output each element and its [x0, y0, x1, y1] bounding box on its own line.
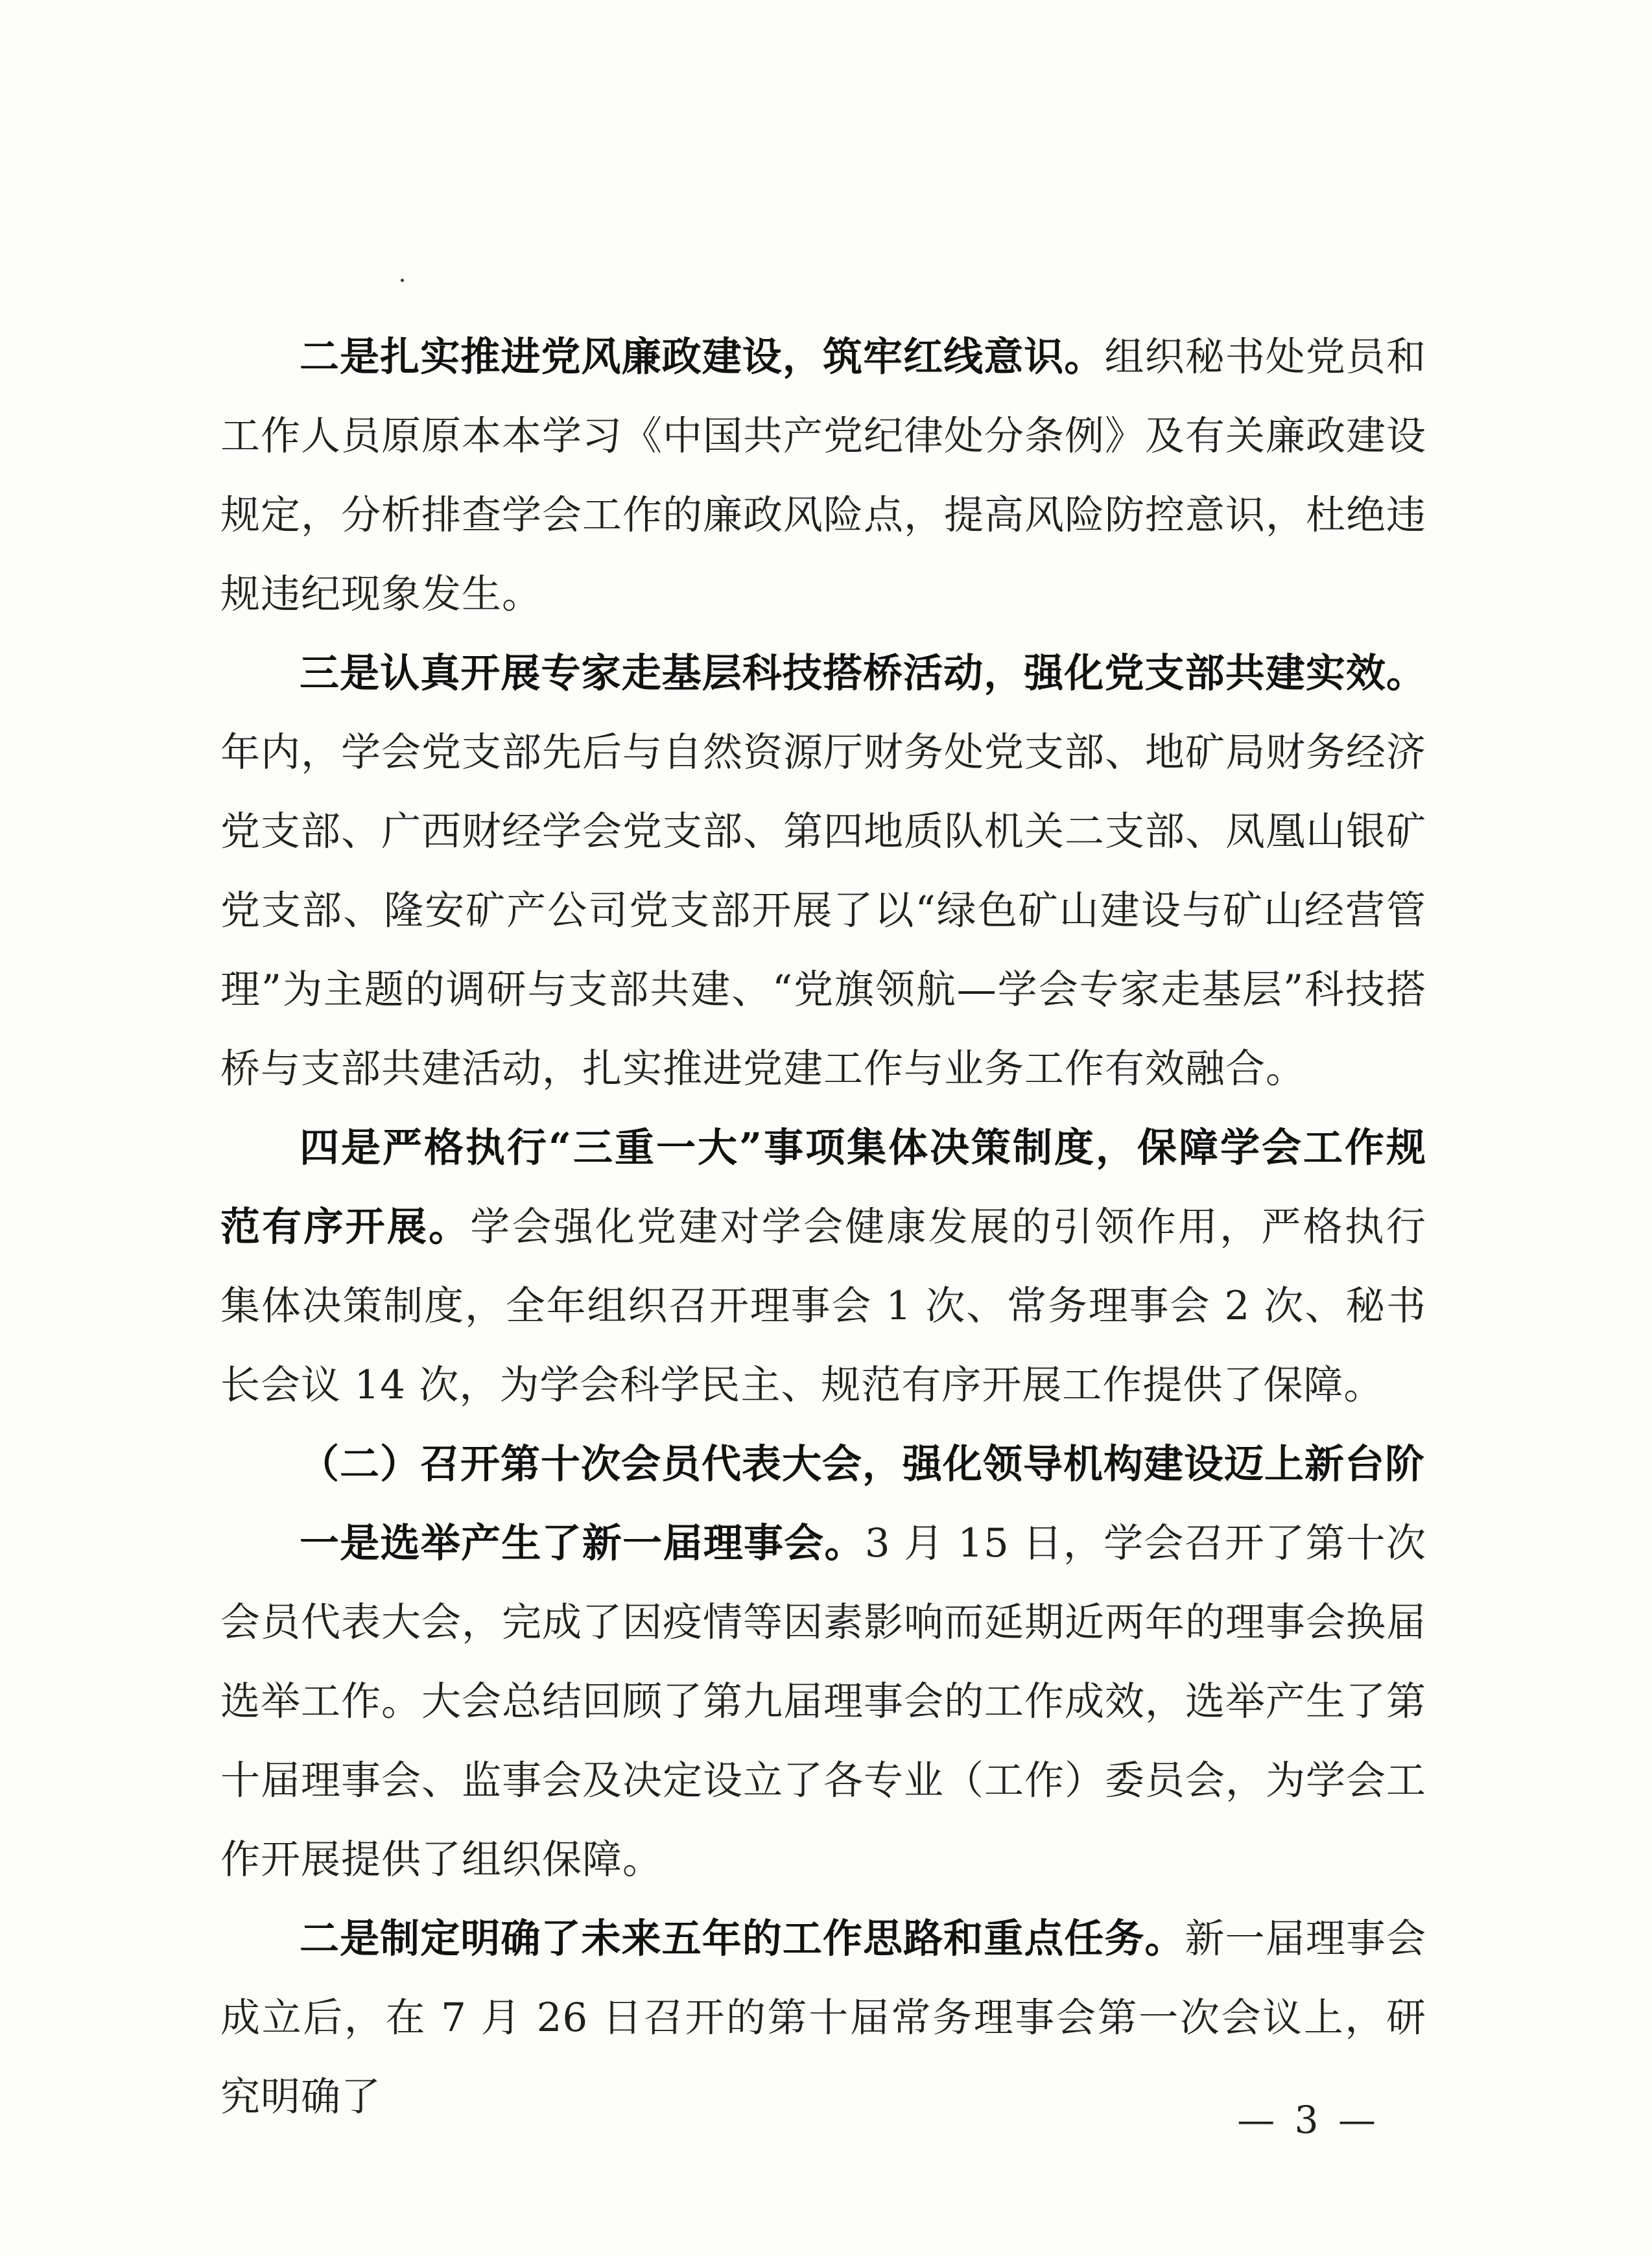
paragraph-lead: 三是认真开展专家走基层科技搭桥活动，强化党支部共建实效。: [300, 650, 1426, 696]
scan-speck: [401, 279, 404, 282]
paragraph-text: 年内，学会党支部先后与自然资源厅财务处党支部、地矿局财务经济党支部、广西财经学会党支部、第四地质队机关二支部、凤凰山银矿党支部、隆安矿产公司党支部开展了以“绿色矿山建设与矿山经营管理”为主题的调研与支部共建、“党旗领航—学会专家走基层”科技搭桥与支部共建活动，扎实推进党建工作与业务工作有效融合。: [220, 729, 1427, 1092]
paragraph-collective-decision: [220, 1109, 1426, 1425]
paragraph-text: 新一届理事会成立后，在 7 月 26 日召开的第十届常务理事会第一次会议上，研究明确了: [220, 1916, 1426, 2120]
paragraph-lead: 二是制定明确了未来五年的工作思路和重点任务。: [300, 1916, 1185, 1962]
page-number: — 3 —: [1237, 2098, 1380, 2142]
paragraph-expert-grassroots: [220, 634, 1426, 1109]
paragraph-lead: 二是扎实推进党风廉政建设，筑牢红线意识。: [300, 334, 1105, 380]
paragraph-text: 学会强化党建对学会健康发展的引领作用，严格执行集体决策制度，全年组织召开理事会 1 次、常务理事会 2 次、秘书长会议 14 次，为学会科学民主、规范有序开展工作提供了保障。: [220, 1204, 1426, 1408]
document-body: [220, 318, 1426, 2137]
paragraph-party-integrity: [220, 318, 1426, 634]
paragraph-text: 组织秘书处党员和工作人员原原本本学习《中国共产党纪律处分条例》及有关廉政建设规定，分析排查学会工作的廉政风险点，提高风险防控意识，杜绝违规违纪现象发生。: [220, 334, 1427, 617]
paragraph-council-election: [220, 1504, 1426, 1899]
paragraph-lead: 四是严格执行“三重一大”事项集体决策制度，保障学会工作规范有序开展。: [220, 1125, 1426, 1250]
paragraph-lead: 一是选举产生了新一届理事会。: [300, 1520, 865, 1566]
section-heading: （二）召开第十次会员代表大会，强化领导机构建设迈上新台阶: [300, 1441, 1426, 1487]
paragraph-text: 3 月 15 日，学会召开了第十次会员代表大会，完成了因疫情等因素影响而延期近两年的理事会换届选举工作。大会总结回顾了第九届理事会的工作成效，选举产生了第十届理事会、监事会及决定设立了各专业（工作）委员会，为学会工作开展提供了组织保障。: [220, 1520, 1427, 1883]
